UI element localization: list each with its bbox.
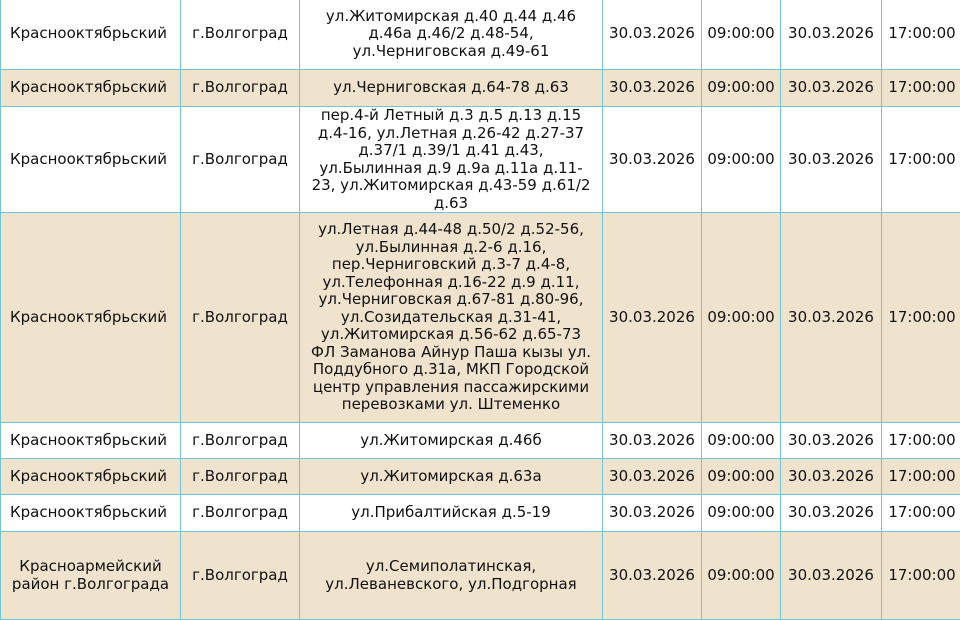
end-date-cell: 30.03.2026 xyxy=(781,70,882,107)
city-cell: г.Волгоград xyxy=(181,532,300,620)
end-time-cell: 17:00:00 xyxy=(882,70,960,107)
address-cell: ул.Житомирская д.63а xyxy=(300,459,603,495)
table-row xyxy=(1,495,960,532)
table-row xyxy=(1,213,960,423)
area-cell: Красноармейский район г.Волгограда xyxy=(1,532,181,620)
start-date-cell: 30.03.2026 xyxy=(603,107,702,213)
city-cell: г.Волгоград xyxy=(181,423,300,459)
address-cell: пер.4-й Летный д.3 д.5 д.13 д.15 д.4-16, ул.Летная д.26-42 д.27-37 д.37/1 д.39/1 д.41 д.43, ул.Былинная д.9 д.9а д.11а д.11-23, ул.Житомирская д.43-59 д.61/2 д.63 xyxy=(300,107,603,213)
area-cell: Краснооктябрьский xyxy=(1,213,181,423)
city-cell: г.Волгоград xyxy=(181,459,300,495)
table-row xyxy=(1,107,960,213)
start-time-cell: 09:00:00 xyxy=(702,495,781,532)
start-date-cell: 30.03.2026 xyxy=(603,532,702,620)
end-time-cell: 17:00:00 xyxy=(882,495,960,532)
end-date-cell: 30.03.2026 xyxy=(781,107,882,213)
area-cell: Краснооктябрьский xyxy=(1,107,181,213)
table-row xyxy=(1,459,960,495)
start-date-cell: 30.03.2026 xyxy=(603,423,702,459)
city-cell: г.Волгоград xyxy=(181,213,300,423)
start-time-cell: 09:00:00 xyxy=(702,0,781,70)
area-cell: Краснооктябрьский xyxy=(1,0,181,70)
end-time-cell: 17:00:00 xyxy=(882,532,960,620)
end-date-cell: 30.03.2026 xyxy=(781,495,882,532)
end-time-cell: 17:00:00 xyxy=(882,459,960,495)
start-time-cell: 09:00:00 xyxy=(702,70,781,107)
start-time-cell: 09:00:00 xyxy=(702,213,781,423)
area-cell: Краснооктябрьский xyxy=(1,459,181,495)
address-cell: ул.Житомирская д.40 д.44 д.46 д.46а д.46/2 д.48-54, ул.Черниговская д.49-61 xyxy=(300,0,603,70)
address-cell: ул.Прибалтийская д.5-19 xyxy=(300,495,603,532)
area-cell: Краснооктябрьский xyxy=(1,70,181,107)
table-row xyxy=(1,423,960,459)
city-cell: г.Волгоград xyxy=(181,495,300,532)
start-date-cell: 30.03.2026 xyxy=(603,213,702,423)
city-cell: г.Волгоград xyxy=(181,0,300,70)
table-row xyxy=(1,532,960,620)
start-time-cell: 09:00:00 xyxy=(702,459,781,495)
address-cell: ул.Черниговская д.64-78 д.63 xyxy=(300,70,603,107)
start-time-cell: 09:00:00 xyxy=(702,423,781,459)
start-date-cell: 30.03.2026 xyxy=(603,0,702,70)
area-cell: Краснооктябрьский xyxy=(1,495,181,532)
end-date-cell: 30.03.2026 xyxy=(781,423,882,459)
table-row xyxy=(1,0,960,70)
address-cell: ул.Житомирская д.46б xyxy=(300,423,603,459)
end-time-cell: 17:00:00 xyxy=(882,423,960,459)
end-time-cell: 17:00:00 xyxy=(882,0,960,70)
end-date-cell: 30.03.2026 xyxy=(781,532,882,620)
city-cell: г.Волгоград xyxy=(181,107,300,213)
end-date-cell: 30.03.2026 xyxy=(781,213,882,423)
area-cell: Краснооктябрьский xyxy=(1,423,181,459)
address-cell: ул.Семиполатинская, ул.Леваневского, ул.Подгорная xyxy=(300,532,603,620)
start-date-cell: 30.03.2026 xyxy=(603,495,702,532)
end-date-cell: 30.03.2026 xyxy=(781,459,882,495)
end-time-cell: 17:00:00 xyxy=(882,107,960,213)
start-date-cell: 30.03.2026 xyxy=(603,70,702,107)
start-time-cell: 09:00:00 xyxy=(702,107,781,213)
end-date-cell: 30.03.2026 xyxy=(781,0,882,70)
end-time-cell: 17:00:00 xyxy=(882,213,960,423)
address-cell: ул.Летная д.44-48 д.50/2 д.52-56, ул.Былинная д.2-6 д.16, пер.Черниговский д.3-7 д.4-8, ул.Телефонная д.16-22 д.9 д.11, ул.Черниговская д.67-81 д.80-96, ул.Созидательская д.31-41, ул.Житомирская д.56-62 д.65-73 ФЛ Заманова Айнур Паша кызы ул. Поддубного д.31а, МКП Городской центр управления пассажирскими перевозками ул. Штеменко xyxy=(300,213,603,423)
start-date-cell: 30.03.2026 xyxy=(603,459,702,495)
start-time-cell: 09:00:00 xyxy=(702,532,781,620)
table-row xyxy=(1,70,960,107)
city-cell: г.Волгоград xyxy=(181,70,300,107)
